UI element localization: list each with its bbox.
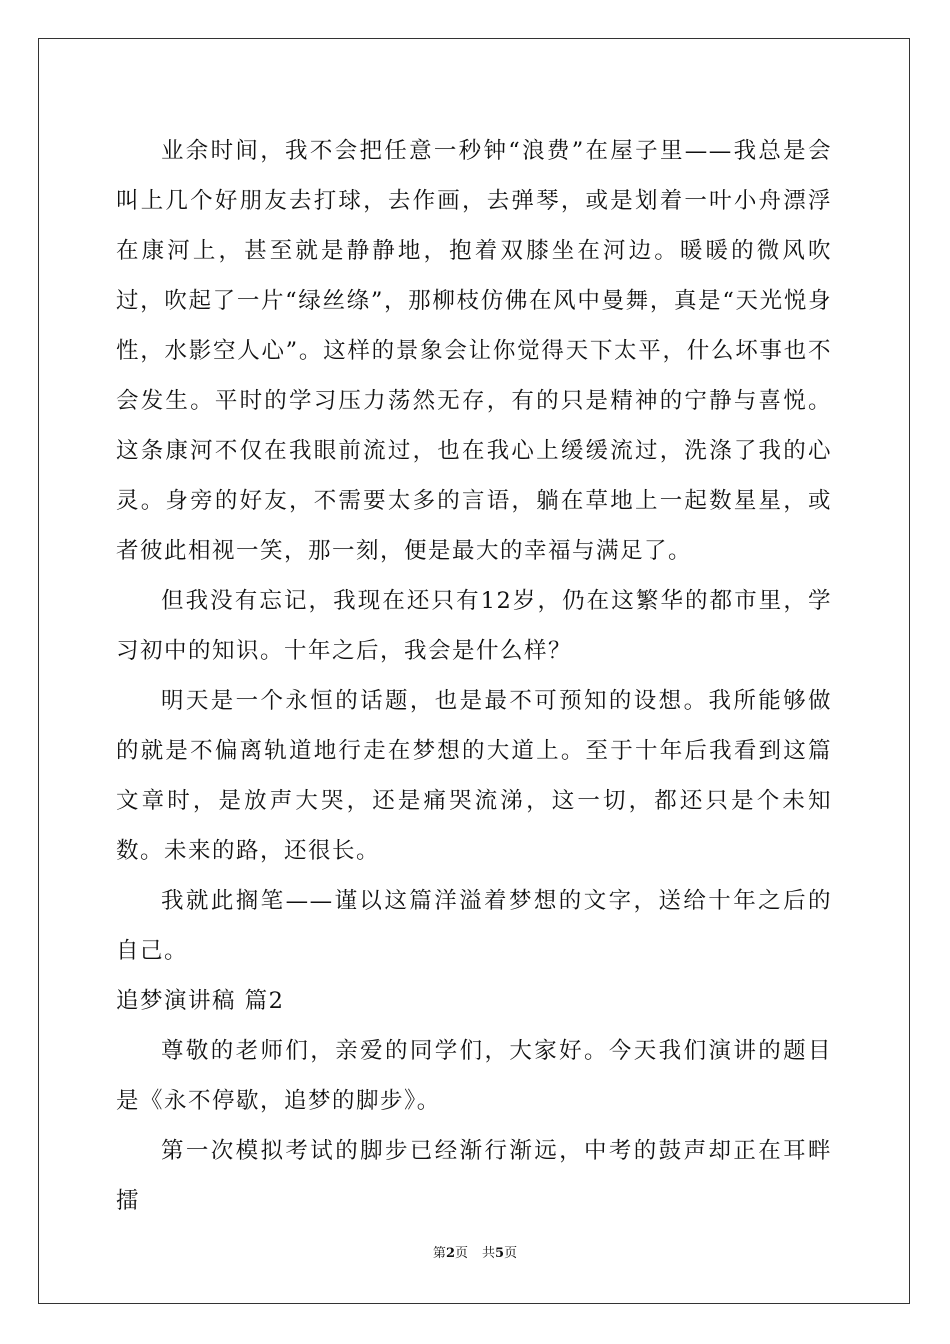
paragraph-2: 但我没有忘记，我现在还只有12岁，仍在这繁华的都市里，学习初中的知识。十年之后，我会是什么样？ [116,588,832,664]
page-number: 2 [445,1246,455,1261]
section-paragraph-1: 尊敬的老师们，亲爱的同学们，大家好。今天我们演讲的题目是《永不停歇，追梦的脚步》。 [116,1038,832,1114]
paragraph-1: 业余时间，我不会把任意一秒钟“浪费”在屋子里——我总是会叫上几个好朋友去打球，去作画，去弹琴，或是划着一叶小舟漂浮在康河上，甚至就是静静地，抱着双膝坐在河边。暖暖的微风吹过，吹起了一片“绿丝绦”，那柳枝仿佛在风中曼舞，真是“天光悦身性，水影空人心”。这样的景象会让你觉得天下太平，什么坏事也不会发生。平时的学习压力荡然无存，有的只是精神的宁静与喜悦。这条康河不仅在我眼前流过，也在我心上缓缓流过，洗涤了我的心灵。身旁的好友，不需要太多的言语，躺在草地上一起数星星，或者彼此相视一笑，那一刻，便是最大的幸福与满足了。 [116,138,832,564]
total-suffix: 页 [504,1246,518,1261]
total-pages: 5 [495,1246,505,1261]
total-prefix: 共 [482,1246,496,1261]
page-prefix: 第 [432,1246,446,1261]
paragraph-3: 明天是一个永恒的话题，也是最不可预知的设想。我所能够做的就是不偏离轨道地行走在梦想的大道上。至于十年后我看到这篇文章时，是放声大哭，还是痛哭流涕，这一切，都还只是个未知数。未来的路，还很长。 [116,688,832,864]
document-body [116,126,832,1226]
page-footer [0,1244,950,1264]
page-suffix: 页 [454,1246,468,1261]
section-paragraph-2: 第一次模拟考试的脚步已经渐行渐远，中考的鼓声却正在耳畔擂 [116,1138,832,1214]
paragraph-4: 我就此搁笔——谨以这篇洋溢着梦想的文字，送给十年之后的自己。 [116,888,832,964]
section-heading: 追梦演讲稿 篇2 [116,988,285,1014]
